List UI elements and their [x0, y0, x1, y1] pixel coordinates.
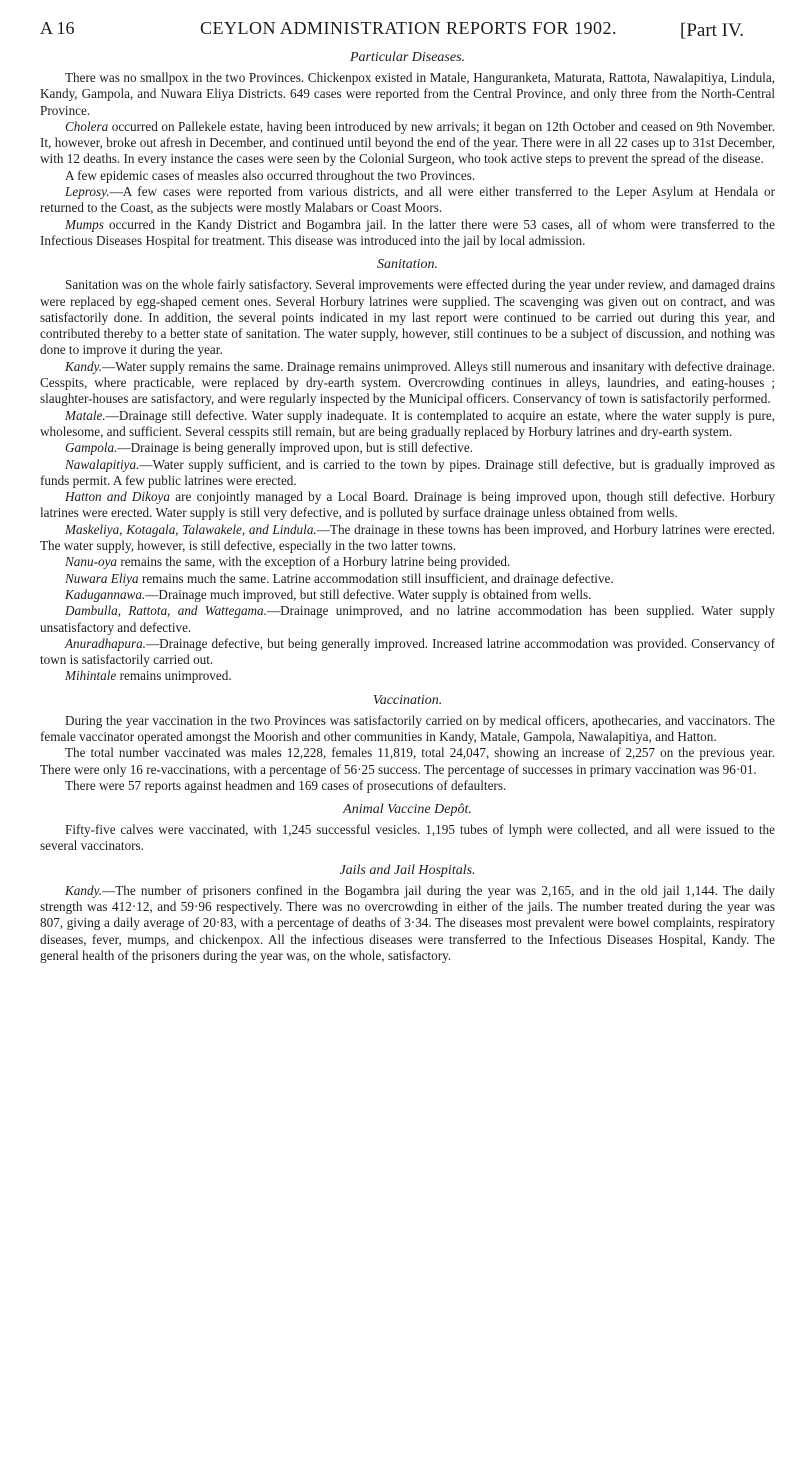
paragraph-lead: Nawalapitiya. [65, 456, 140, 472]
paragraph-lead: Gampola. [65, 440, 118, 456]
paragraph-text: —Water supply sufficient, and is carried to the town by pipes. Drainage still defective, but is gradually improved as funds permit. A few public latrines were erected. [40, 456, 775, 488]
section-heading: Vaccination. [372, 692, 443, 708]
section-sanitation [40, 257, 775, 684]
section-vaccination [40, 693, 775, 794]
paragraph-lead: Dambulla, Rattota, and Wattegama. [65, 603, 267, 619]
paragraph [40, 554, 775, 570]
paragraph-text: —Drainage unimproved, and no latrine accommodation has been supplied. Water supply unsatisfactory and defective. [40, 603, 775, 635]
section-particular-diseases [40, 50, 775, 249]
paragraph [40, 277, 775, 358]
paragraph-lead: Matale. [65, 407, 106, 423]
paragraph-text: A few epidemic cases of measles also occurred throughout the two Provinces. [65, 167, 476, 183]
paragraph [40, 745, 775, 778]
paragraph [40, 522, 775, 555]
paragraph [40, 359, 775, 408]
paragraph [40, 457, 775, 490]
paragraph-text: Sanitation was on the whole fairly satisfactory. Several improvements were effected during the year under review, and damaged drains were replaced by egg-shaped cement ones. Several Horbury latrines were supplied. The scavenging was given out on contract, and was satisfactorily done. In addition, the several points indicated in my last report were continued to be carried out during this year, and contributed thereby to a better state of sanitation. The water supply, however, still continues to be a subject of discussion, and nothing was done to improve it during the year. [40, 277, 775, 358]
paragraph [40, 70, 775, 119]
paragraph [40, 636, 775, 669]
paragraph [40, 822, 775, 855]
paragraph [40, 408, 775, 441]
paragraph-lead: Nanu-oya [65, 554, 118, 570]
paragraph-text: —Drainage defective, but being generally improved. Increased latrine accommodation was provided. Conservancy of town is satisfactorily carried out. [40, 635, 775, 668]
section-heading: Sanitation. [376, 257, 439, 273]
section-jails [40, 863, 775, 964]
paragraph-lead: Maskeliya, Kotagala, Talawakele, and Lindula. [65, 521, 317, 537]
paragraph [40, 119, 775, 168]
report-title: CEYLON ADMINISTRATION REPORTS FOR 1902. [200, 18, 617, 38]
paragraph-lead: Kandy. [65, 358, 102, 374]
paragraph-text: During the year vaccination in the two Provinces was satisfactorily carried on by medical officers, apothecaries, and vaccinators. The female vaccinator operated amongst the Moorish and other communities in Kandy, Matale, Gampola, Nawalapitiya, and Hatton. [40, 712, 775, 744]
paragraph-lead: Anuradhapura. [65, 635, 146, 651]
paragraph [40, 713, 775, 746]
paragraph-lead: Cholera [65, 118, 109, 134]
paragraph-text: There were 57 reports against headmen and 169 cases of prosecutions of defaulters. [65, 777, 507, 793]
paragraph-text: occurred in the Kandy District and Bogambra jail. In the latter there were 53 cases, all of whom were transferred to the Infectious Diseases Hospital for treatment. This disease was introduced into the jail by local admission. [40, 216, 775, 248]
paragraph-text: remains unimproved. [116, 668, 232, 684]
section-heading: Particular Diseases. [349, 50, 466, 65]
paragraph-text: The total number vaccinated was males 12,228, females 11,819, total 24,047, showing an increase of 2,257 on the previous year. There were only 16 re-vaccinations, with a percentage of 56·25 success. The percentage of successes in primary vaccination was 96·01. [40, 745, 775, 777]
section-heading: Animal Vaccine Depôt. [343, 802, 472, 818]
paragraph [40, 440, 775, 456]
paragraph [40, 489, 775, 522]
document-page [40, 8, 775, 964]
paragraph-text: —Water supply remains the same. Drainage remains unimproved. Alleys still numerous and insanitary with defective drainage. Cesspits, where practicable, were replaced by dry-earth system. Overcrowding continues in alleys, laundries, and eating-houses ; slaughter-houses are satisfactory, and were regularly inspected by the Municipal officers. Conservancy of town is satisfactorily performed. [40, 358, 775, 407]
page-header [40, 8, 775, 42]
paragraph [40, 168, 775, 184]
paragraph-text: There was no smallpox in the two Provinces. Chickenpox existed in Matale, Hanguranketa, Maturata, Rattota, Nawalapitiya, Lindula, Kandy, Gampola, and Nuwara Eliya Districts. 649 cases were reported from the Central Province, and only three from the North-Central Province. [40, 70, 775, 118]
paragraph-lead: Kandy. [65, 882, 102, 898]
paragraph-text: occurred on Pallekele estate, having been introduced by new arrivals; it began on 12th October and ceased on 9th November. It, however, broke out afresh in December, and continued until beyond the end of the year. There were in all 22 cases up to 31st December, with 12 deaths. In every instance the cases were seen by the Colonial Surgeon, who took active steps to prevent the spread of the disease. [40, 118, 775, 167]
paragraph [40, 883, 775, 964]
paragraph [40, 587, 775, 603]
paragraph [40, 778, 775, 794]
paragraph [40, 571, 775, 587]
paragraph-lead: Mihintale [65, 668, 117, 684]
paragraph-lead: Kadugannawa. [65, 586, 146, 602]
paragraph-lead: Hatton and Dikoya [65, 489, 170, 505]
paragraph-text: —Drainage still defective. Water supply inadequate. It is contemplated to acquire an estate, where the water supply is pure, wholesome, and sufficient. Several cesspits still remain, but are being gradually replaced by Horbury latrines and dry-earth system. [40, 407, 775, 439]
paragraph-text: remains the same, with the exception of a Horbury latrine being provided. [117, 554, 511, 570]
paragraph-lead: Mumps [65, 216, 104, 232]
paragraph-text: remains much the same. Latrine accommodation still insufficient, and drainage defective. [138, 570, 614, 586]
paragraph-text: —The drainage in these towns has been improved, and Horbury latrines were erected. The water supply, however, is still defective, especially in the two latter towns. [40, 521, 775, 554]
paragraph-lead: Nuwara Eliya [65, 570, 139, 586]
part-label: [Part IV. [680, 20, 745, 41]
paragraph-lead: Leprosy. [65, 184, 110, 200]
section-heading: Jails and Jail Hospitals. [339, 862, 476, 878]
paragraph [40, 668, 775, 684]
paragraph-text: are conjointly managed by a Local Board. Drainage is being improved upon, though still defective. Horbury latrines were erected. Water supply is still very defective, and is polluted by surface drainage unless obtained from wells. [40, 489, 775, 521]
section-animal-vaccine [40, 802, 775, 855]
paragraph-text: —The number of prisoners confined in the Bogambra jail during the year was 2,165, and in the old jail 1,144. The daily strength was 412·12, and 59·96 respectively. There was no overcrowding in either of the jails. The number treated during the year was 807, giving a daily average of 20·83, with a percentage of deaths of 3·34. The diseases most prevalent were bowel complaints, respiratory diseases, fever, mumps, and chickenpox. All the infectious diseases were transferred to the Infectious Diseases Hospital, Kandy. The general health of the prisoners during the year was, on the whole, satisfactory. [40, 882, 775, 963]
paragraph-text: —A few cases were reported from various districts, and all were either transferred to the Leper Asylum at Hendala or returned to the Coast, as the subjects were mostly Malabars or Coast Moors. [40, 184, 775, 216]
page-number: A 16 [40, 18, 75, 38]
paragraph [40, 217, 775, 250]
paragraph-text: —Drainage is being generally improved upon, but is still defective. [117, 440, 473, 456]
paragraph [40, 184, 775, 217]
paragraph-text: Fifty-five calves were vaccinated, with 1,245 successful vesicles. 1,195 tubes of lymph were collected, and all were issued to the several vaccinators. [40, 822, 775, 854]
paragraph [40, 603, 775, 636]
paragraph-text: —Drainage much improved, but still defective. Water supply is obtained from wells. [145, 586, 592, 602]
